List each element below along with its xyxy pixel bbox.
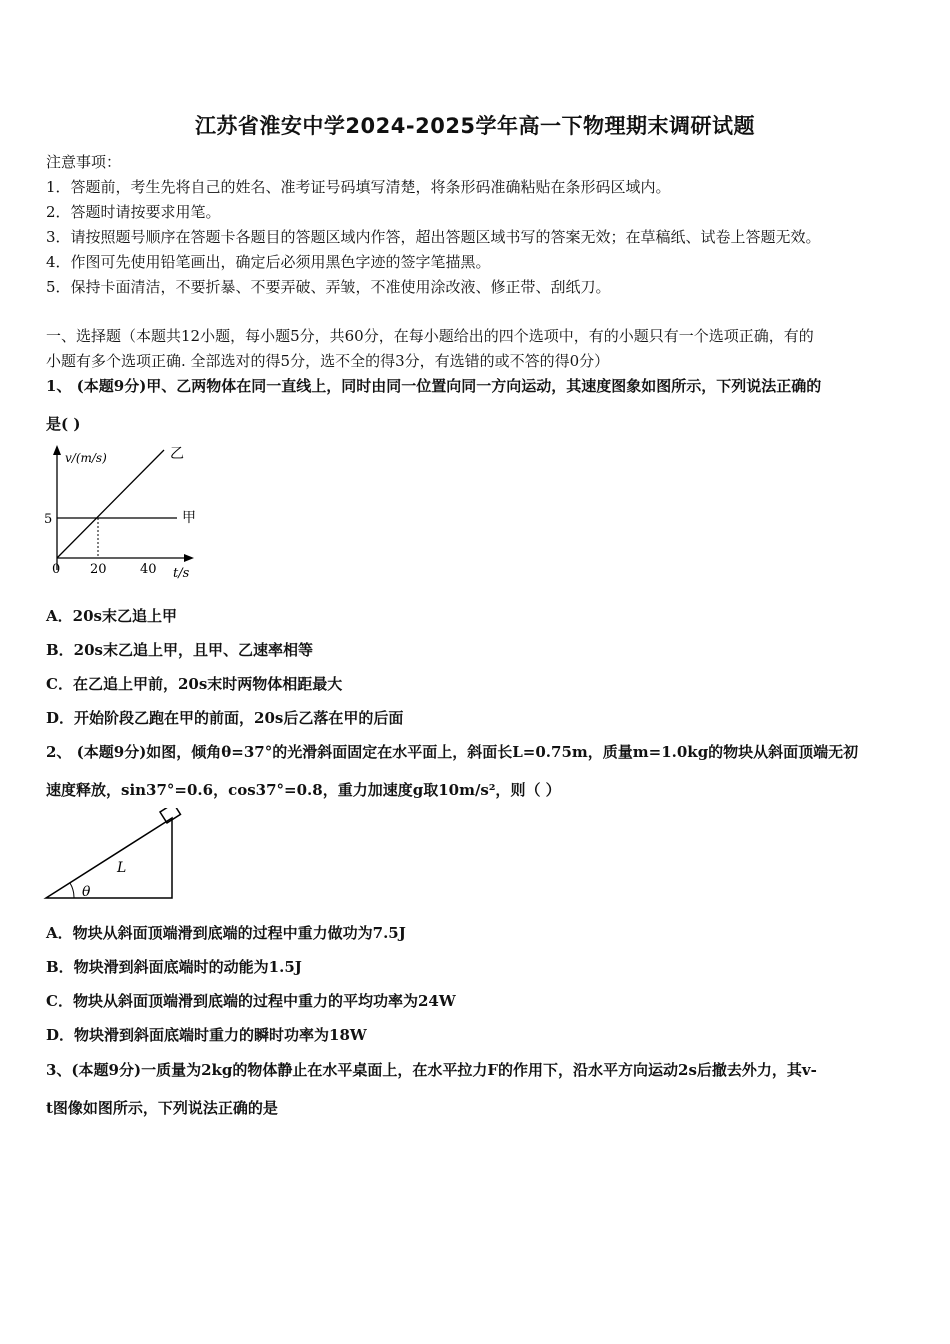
- q3-stem-line1: 3、(本题9分)一质量为2kg的物体静止在水平桌面上，在水平拉力F的作用下，沿水平方向运动2s后撤去外力，其v-: [46, 1061, 817, 1079]
- notice-item: 4．作图可先使用铅笔画出，确定后必须用黑色字迹的签字笔描黑。: [46, 253, 491, 271]
- q3-stem-line2: t图像如图所示，下列说法正确的是: [46, 1099, 278, 1117]
- q2-option-a[interactable]: A．物块从斜面顶端滑到底端的过程中重力做功为7.5J: [46, 924, 406, 942]
- q1-option-b[interactable]: B．20s末乙追上甲，且甲、乙速率相等: [46, 641, 313, 659]
- notice-item: 1．答题前，考生先将自己的姓名、准考证号码填写清楚，将条形码准确粘贴在条形码区域内。: [46, 178, 671, 196]
- line-yi: [57, 450, 164, 558]
- x-axis-label: t/s: [173, 566, 190, 581]
- section-instructions-line2: 小题有多个选项正确. 全部选对的得5分，选不全的得3分，有选错的或不答的得0分）: [46, 352, 610, 370]
- q1-stem-line1: 1、 (本题9分)甲、乙两物体在同一直线上，同时由同一位置向同一方向运动，其速度图象如图所示，下列说法正确的: [46, 377, 822, 395]
- angle-arc: [70, 883, 74, 898]
- notice-item: 2．答题时请按要求用笔。: [46, 203, 221, 221]
- q2-incline-figure: [40, 808, 190, 903]
- q1-option-d[interactable]: D．开始阶段乙跑在甲的前面，20s后乙落在甲的后面: [46, 709, 404, 727]
- notice-item: 3．请按照题号顺序在答题卡各题目的答题区域内作答，超出答题区域书写的答案无效；在草稿纸、试卷上答题无效。: [46, 228, 821, 246]
- y-tick-label: 5: [44, 512, 53, 527]
- q1-velocity-time-graph: [40, 440, 210, 585]
- section-instructions-line1: 一、选择题（本题共12小题，每小题5分，共60分，在每小题给出的四个选项中，有的小题只有一个选项正确，有的: [46, 327, 814, 345]
- q1-option-c[interactable]: C．在乙追上甲前，20s末时两物体相距最大: [46, 675, 343, 693]
- notice-item: 5．保持卡面清洁，不要折暴、不要弄破、弄皱，不准使用涂改液、修正带、刮纸刀。: [46, 278, 611, 296]
- q1-stem-line2: 是( ): [46, 415, 81, 433]
- q2-option-b[interactable]: B．物块滑到斜面底端时的动能为1.5J: [46, 958, 302, 976]
- x-tick-label: 40: [140, 562, 157, 577]
- y-axis-label: v/(m/s): [65, 451, 107, 465]
- q2-stem-line2: 速度释放，sin37°=0.6，cos37°=0.8，重力加速度g取10m/s²，则（ ）: [46, 781, 561, 799]
- line-jia-label: 甲: [182, 510, 196, 526]
- origin-label: 0: [52, 562, 61, 577]
- incline-triangle: [46, 818, 172, 898]
- y-axis-arrow: [53, 445, 61, 455]
- block: [160, 808, 180, 823]
- x-tick-label: 20: [90, 562, 107, 577]
- length-label: L: [117, 860, 127, 876]
- angle-label: θ: [82, 884, 91, 900]
- q2-option-d[interactable]: D．物块滑到斜面底端时重力的瞬时功率为18W: [46, 1026, 367, 1044]
- page-title: 江苏省淮安中学2024-2025学年高一下物理期末调研试题: [194, 114, 756, 138]
- q1-option-a[interactable]: A．20s末乙追上甲: [46, 607, 177, 625]
- q2-stem-line1: 2、 (本题9分)如图，倾角θ=37°的光滑斜面固定在水平面上，斜面长L=0.75m，质量m=1.0kg的物块从斜面顶端无初: [46, 743, 859, 761]
- line-yi-label: 乙: [170, 446, 184, 462]
- q2-option-c[interactable]: C．物块从斜面顶端滑到底端的过程中重力的平均功率为24W: [46, 992, 456, 1010]
- x-axis-arrow: [184, 554, 194, 562]
- notice-heading: 注意事项：: [46, 153, 122, 171]
